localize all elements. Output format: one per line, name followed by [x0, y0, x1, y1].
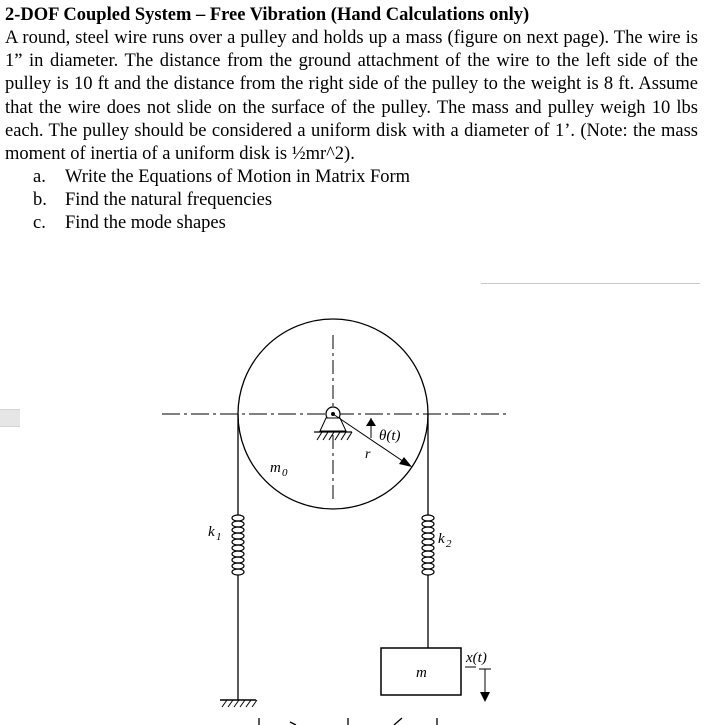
question-text: Write the Equations of Motion in Matrix Form	[65, 167, 411, 188]
question-text: Find the natural frequencies	[65, 190, 273, 211]
question-marker: a.	[33, 167, 46, 188]
theta-arrowhead	[366, 418, 376, 426]
spring-k1-subscript: 1	[216, 531, 222, 543]
radius-label: r	[365, 447, 371, 462]
angle-label: θ(t)	[379, 428, 401, 444]
spring-k2	[422, 515, 434, 575]
question-text: Find the mode shapes	[65, 213, 226, 234]
question-marker: c.	[33, 213, 46, 234]
displacement-label: x(t)	[466, 650, 487, 666]
spring-k2-subscript: 2	[446, 538, 452, 550]
mass-label: m	[416, 665, 427, 681]
question-marker: b.	[33, 190, 47, 211]
pulley-mass-label: m	[270, 460, 281, 476]
ground-support	[220, 700, 257, 707]
cut-off-next-figure	[259, 718, 437, 725]
problem-statement: A round, steel wire runs over a pulley and holds up a mass (figure on next page). The wire is 1” in diameter. The distance from the ground attachment of the wire to the left side of the pulley is 10 ft and the distance from the right side of the pulley to the weight is 8 ft. Assume that the wire does not slide on the surface of the pulley. The mass and pulley weigh 10 lbs each. The pulley should be considered a uniform disk with a diameter of 1’. (Note: the mass moment of inertia of a uniform disk is ½mr^2).	[5, 28, 698, 165]
problem-title: 2-DOF Coupled System – Free Vibration (Hand Calculations only)	[5, 5, 530, 25]
displacement-arrowhead	[480, 692, 490, 702]
pulley-mass-subscript: 0	[282, 467, 288, 479]
spring-k2-label: k	[438, 531, 445, 547]
radius-arrowhead	[399, 457, 412, 467]
spring-k1	[232, 515, 244, 575]
spring-k1-label: k	[208, 524, 215, 540]
